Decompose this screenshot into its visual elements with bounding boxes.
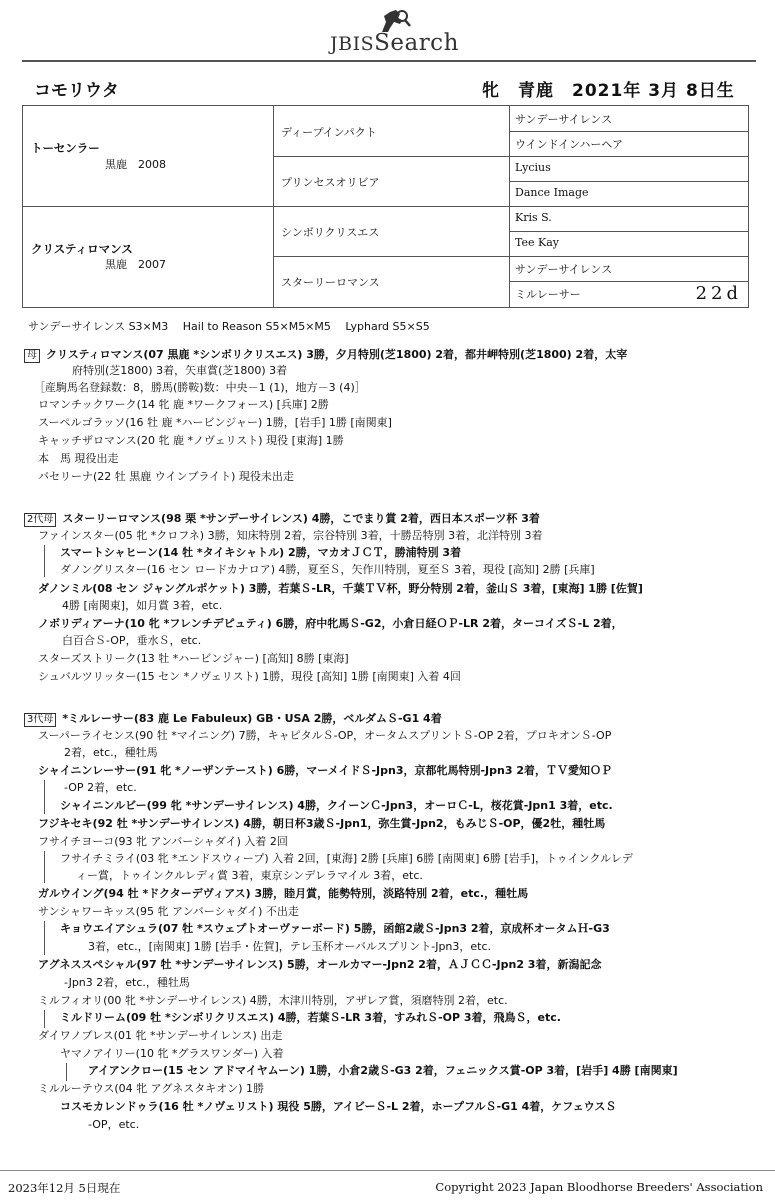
gen3-line: 3着，etc.，[南関東] 1勝 [岩手・佐賀]，テレ玉杯オーバルスプリント-Jpn3，etc.: [88, 940, 492, 953]
gen2-line: ダノングリスター(16 セン ロードカナロア) 4勝，夏至Ｓ，矢作川特別，夏至Ｓ 3着，現役 [高知] 2勝 [兵庫]: [60, 563, 595, 576]
gen3-line: ヤマノアイリー(10 牝 *グラスワンダー) 入着: [60, 1047, 284, 1060]
sire-name[interactable]: トーセンラー: [31, 141, 100, 155]
gen2-line: シュバルツリッター(15 セン *ノヴェリスト) 1勝，現役 [高知] 1勝 [南関東] 入着 4回: [38, 670, 461, 683]
gen3-line: サンシャワーキッス(95 牝 アンバーシャダイ) 不出走: [38, 905, 299, 918]
gen2-line: スマートシャヒーン(14 牡 *タイキシャトル) 2勝，マカオＪＣＴ，勝浦特別 3着: [60, 546, 462, 559]
gen2-line: ダノンミル(08 セン ジャングルポケット) 3勝，若葉Ｓ-LR，千葉ＴＶ杯，野分特別 2着，釜山Ｓ 3着，[東海] 1勝 [佐賀]: [38, 582, 643, 595]
dam-line: クリスティロマンス(07 黒鹿 *シンボリクリスエス) 3勝，夕月特別(芝1800) 2着，都井岬特別(芝1800) 2着，太宰: [46, 348, 628, 361]
branch-bar: [44, 851, 45, 883]
gen3-line: アグネススペシャル(97 牡 *サンデーサイレンス) 5勝，オールカマー-Jpn2 2着，ＡＪＣＣ-Jpn2 3着，新潟記念: [38, 958, 602, 971]
family-code: 22d: [695, 283, 742, 304]
branch-bar: [44, 545, 45, 577]
gen2-sire-sire[interactable]: ディープインパクト: [281, 126, 377, 139]
logo-search: Search: [374, 30, 459, 56]
gen3-line: -Jpn3 2着，etc.，種牡馬: [64, 976, 190, 989]
gen2-line: ファインスター(05 牝 *クロフネ) 3勝，知床特別 2着，宗谷特別 3着，十勝岳特別 3着，北洋特別 3着: [38, 529, 543, 542]
gen3-cell[interactable]: サンデーサイレンス: [515, 113, 613, 126]
gen2-line: 白百合Ｓ-OP，垂水Ｓ，etc.: [62, 634, 202, 647]
gen3-line: ミルルーテウス(04 牝 アグネスタキオン) 1勝: [38, 1082, 265, 1095]
dam-line: 府特別(芝1800) 3着，矢車賞(芝1800) 3着: [72, 364, 288, 377]
gen3-cell[interactable]: ウインドインハーヘア: [515, 138, 624, 151]
offspring-line: ロマンチックワーク(14 牝 鹿 *ワークフォース) [兵庫] 2勝: [38, 398, 329, 411]
gen3-cell[interactable]: Tee Kay: [515, 236, 559, 249]
inbreeding-line: サンデーサイレンス S3×M3 Hail to Reason S5×M5×M5 Lyphard S5×S5: [28, 320, 430, 333]
horse-info: 牝 青鹿 2021年 3月 8日生: [482, 81, 735, 101]
gen2-header: [24, 512, 540, 527]
sire-detail: 黒鹿 2008: [105, 158, 166, 171]
branch-bar: [44, 780, 45, 814]
offspring-line: バセリーナ(22 牡 黒鹿 ウインブライト) 現役未出走: [38, 470, 294, 483]
gen3-cell[interactable]: ミルレーサー: [515, 288, 581, 301]
gen2-line: ノボリディアーナ(10 牝 *フレンチデピュティ) 6勝，府中牝馬Ｓ-G2，小倉日経ＯＰ-LR 2着，ターコイズＳ-L 2着，: [38, 617, 623, 630]
gen3-cell[interactable]: Kris S.: [515, 211, 552, 224]
offspring-line: キャッチザロマンス(20 牝 鹿 *ノヴェリスト) 現役 [東海] 1勝: [38, 434, 344, 447]
section-tag: 3代母: [24, 713, 56, 727]
branch-bar: [44, 921, 45, 955]
gen3-line: ィー賞，トゥインクルレディ賞 3着，東京シンデレラマイル 3着，etc.: [76, 869, 423, 882]
footer-date: 2023年12月 5日現在: [8, 1181, 121, 1195]
gen3-line: -OP，etc.: [88, 1118, 140, 1131]
gen3-line: フサイチミライ(03 牝 *エンドスウィープ) 入着 2回，[東海] 2勝 [兵庫] 6勝 [南関東] 6勝 [岩手]，トゥインクルレデ: [60, 852, 633, 865]
gen3-cell[interactable]: サンデーサイレンス: [515, 263, 613, 276]
section-tag: 母: [24, 349, 40, 363]
horse-name: コモリウタ: [34, 81, 119, 101]
header-divider: [22, 60, 756, 62]
gen3-cell[interactable]: Lycius: [515, 161, 551, 174]
dam-detail: 黒鹿 2007: [105, 258, 166, 271]
gen3-line: フジキセキ(92 牡 *サンデーサイレンス) 4勝，朝日杯3歳Ｓ-Jpn1，弥生賞-Jpn2，もみじＳ-OP，優2牡，種牡馬: [38, 817, 606, 830]
gen3-line: 2着，etc.，種牡馬: [64, 746, 158, 759]
offspring-line: 本 馬 現役出走: [38, 452, 119, 465]
gen2-dam-sire[interactable]: シンボリクリスエス: [281, 226, 380, 239]
gen3-header: [24, 712, 442, 727]
branch-bar: [44, 1010, 45, 1028]
gen3-line: ダイワノブレス(01 牝 *サンデーサイレンス) 出走: [38, 1029, 283, 1042]
logo-jbis: JBIS: [330, 33, 375, 55]
gen3-line: キョウエイアシュラ(07 牡 *スウェプトオーヴァーボード) 5勝，函館2歳Ｓ-Jpn3 2着，京成杯オータムＨ-G3: [60, 922, 610, 935]
gen3-line: スーパーライセンス(90 牡 *マイニング) 7勝，キャピタルＳ-OP，オータムスプリントＳ-OP 2着，プロキオンＳ-OP: [38, 729, 612, 742]
gen3-line: *ミルレーサー(83 鹿 Le Fabuleux) GB・USA 2勝，ベルダムＳ-G1 4着: [62, 712, 442, 725]
footer-copyright: Copyright 2023 Japan Bloodhorse Breeders' Association: [435, 1180, 763, 1194]
offspring-line: スーペルゴラッソ(16 牡 鹿 *ハービンジャー) 1勝，[岩手] 1勝 [南関東]: [38, 416, 392, 429]
pedigree-table: [22, 105, 749, 308]
gen3-line: ミルフィオリ(00 牝 *サンデーサイレンス) 4勝，木津川特別，アザレア賞，須磨特別 2着，etc.: [38, 994, 508, 1007]
gen2-line: スターリーロマンス(98 栗 *サンデーサイレンス) 4勝，こでまり賞 2着，西日本スポーツ杯 3着: [62, 512, 540, 525]
gen3-cell[interactable]: Dance Image: [515, 186, 589, 199]
jbis-search-logo: [330, 8, 460, 56]
dam-line: ［産駒馬名登録数：8，勝馬(勝鞍)数：中央－1 (1)，地方－3 (4)］: [34, 381, 366, 394]
gen2-line: スターズストリーク(13 牡 *ハービンジャー) [高知] 8勝 [東海]: [38, 652, 349, 665]
section-tag: 2代母: [24, 513, 56, 527]
gen3-line: ミルドリーム(09 牡 *シンボリクリスエス) 4勝，若葉Ｓ-LR 3着，すみれＳ-OP 3着，飛鳥Ｓ，etc.: [60, 1011, 561, 1024]
gen3-line: -OP 2着，etc.: [64, 781, 137, 794]
gen3-line: アイアンクロー(15 セン アドマイヤムーン) 1勝，小倉2歳Ｓ-G3 2着，フェニックス賞-OP 3着，[岩手] 4勝 [南関東]: [88, 1064, 678, 1077]
dam-header: [24, 348, 627, 363]
branch-bar: [66, 1063, 67, 1081]
dam-name[interactable]: クリスティロマンス: [31, 242, 133, 256]
gen3-line: コスモカレンドゥラ(16 牡 *ノヴェリスト) 現役 5勝，アイビーＳ-L 2着，ホープフルＳ-G1 4着，ケフェウスＳ: [60, 1100, 617, 1113]
footer-divider: [0, 1170, 775, 1171]
gen2-dam-dam[interactable]: スターリーロマンス: [281, 276, 380, 289]
gen2-line: 4勝 [南関東]，如月賞 3着，etc.: [62, 599, 223, 612]
gen2-sire-dam[interactable]: プリンセスオリビア: [281, 176, 380, 189]
gen3-line: シャイニンルビー(99 牝 *サンデーサイレンス) 4勝，クイーンＣ-Jpn3，オーロＣ-L，桜花賞-Jpn1 3着，etc.: [60, 799, 613, 812]
gen3-line: ガルウイング(94 牡 *ドクターデヴィアス) 3勝，睦月賞，能勢特別，淡路特別 2着，etc.，種牡馬: [38, 887, 529, 900]
gen3-line: シャイニンレーサー(91 牝 *ノーザンテースト) 6勝，マーメイドＳ-Jpn3，京都牝馬特別-Jpn3 2着，ＴＶ愛知ＯＰ: [38, 764, 612, 777]
gen3-line: フサイチヨーコ(93 牝 アンバーシャダイ) 入着 2回: [38, 835, 288, 848]
